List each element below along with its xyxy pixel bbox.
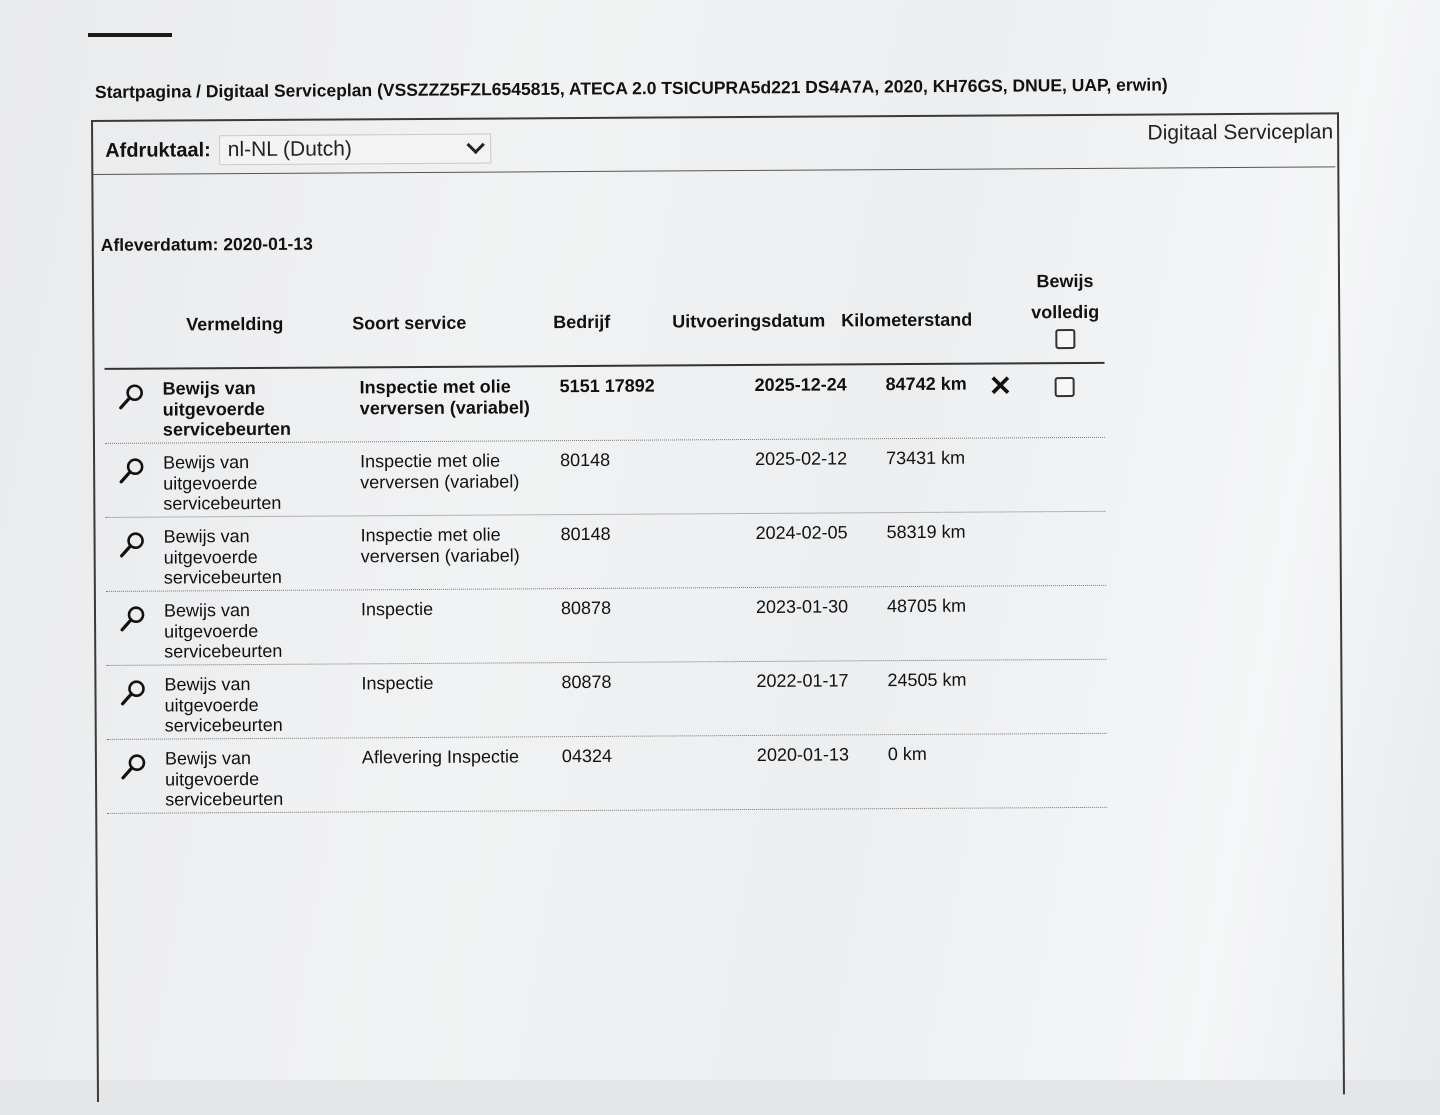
execution-date-cell: 2022-01-17 <box>756 670 849 691</box>
table-header <box>104 264 1105 370</box>
entry-cell: Bewijs van uitgevoerde servicebeurten <box>164 748 284 810</box>
table-row <box>107 734 1107 814</box>
service-plan-panel <box>91 112 1345 1102</box>
mileage-cell: 58319 km <box>886 521 966 543</box>
header-execution-date: Uitvoeringsdatum <box>672 310 826 332</box>
top-dash-mark <box>88 33 172 37</box>
table-row <box>105 438 1105 518</box>
entry-cell: Bewijs van uitgevoerde servicebeurten <box>164 674 283 736</box>
service-history-table <box>104 264 1107 814</box>
proof-complete-checkbox[interactable] <box>1055 377 1075 397</box>
entry-cell: Bewijs van uitgevoerde servicebeurten <box>163 452 282 514</box>
mileage-cell: 84742 km <box>885 373 967 395</box>
header-entry: Vermelding <box>186 313 284 335</box>
print-language-control <box>105 134 491 166</box>
magnifier-icon[interactable] <box>117 382 147 412</box>
panel-content <box>93 166 1341 1115</box>
mileage-cell: 48705 km <box>886 595 967 617</box>
proof-complete-cell <box>1055 377 1075 402</box>
mileage-cell: 73431 km <box>886 447 966 469</box>
close-icon[interactable]: ✕ <box>988 370 1013 402</box>
header-proof-complete <box>1026 266 1105 359</box>
service-type-cell: Inspectie <box>361 672 434 694</box>
execution-date-cell: 2025-02-12 <box>755 448 848 469</box>
entry-cell: Bewijs van uitgevoerde servicebeurten <box>162 377 292 440</box>
breadcrumb[interactable]: Startpagina / Digitaal Serviceplan (VSSZZZ5FZL6545815, ATECA 2.0 TSICUPRA5d221 DS4A7A, 2020, KH76GS, DNUE, UAP, erwin) <box>94 74 1168 102</box>
chevron-down-icon <box>466 135 484 153</box>
execution-date-cell: 2020-01-13 <box>756 744 850 765</box>
entry-cell: Bewijs van uitgevoerde servicebeurten <box>163 526 282 588</box>
table-row <box>105 512 1105 592</box>
magnifier-icon[interactable] <box>117 456 147 486</box>
header-service-type: Soort service <box>352 312 467 334</box>
print-language-label: Afdruktaal: <box>105 138 211 162</box>
execution-date-cell: 2024-02-05 <box>755 522 848 543</box>
service-type-cell: Inspectie met olie verversen (variabel) <box>360 450 520 492</box>
select-all-checkbox[interactable] <box>1055 329 1075 349</box>
header-company: Bedrijf <box>553 311 611 333</box>
service-type-cell: Inspectie met olie verversen (variabel) <box>359 376 530 418</box>
panel-title: Digitaal Serviceplan <box>1147 120 1334 145</box>
table-row <box>105 364 1105 444</box>
header-proof-line2: volledig <box>1031 301 1100 323</box>
table-row <box>106 586 1106 666</box>
execution-date-cell: 2025-12-24 <box>754 374 847 395</box>
table-row <box>106 660 1106 740</box>
company-cell: 80148 <box>560 523 611 545</box>
company-cell: 80148 <box>560 449 611 471</box>
delivery-date: Afleverdatum: 2020-01-13 <box>100 233 313 255</box>
company-cell: 80878 <box>560 597 612 619</box>
service-type-cell: Inspectie met olie verversen (variabel) <box>360 524 520 566</box>
service-type-cell: Aflevering Inspectie <box>361 746 520 768</box>
company-cell: 80878 <box>561 671 612 693</box>
magnifier-icon[interactable] <box>118 678 148 708</box>
header-mileage: Kilometerstand <box>841 309 973 331</box>
magnifier-icon[interactable] <box>118 530 148 560</box>
company-cell: 04324 <box>561 745 613 767</box>
print-language-value: nl-NL (Dutch) <box>227 137 352 162</box>
mileage-cell: 0 km <box>887 743 927 765</box>
company-cell: 5151 17892 <box>559 375 655 397</box>
mileage-cell: 24505 km <box>887 669 967 691</box>
magnifier-icon[interactable] <box>118 604 148 634</box>
entry-cell: Bewijs van uitgevoerde servicebeurten <box>163 600 283 662</box>
execution-date-cell: 2023-01-30 <box>755 596 849 617</box>
service-type-cell: Inspectie <box>360 598 434 620</box>
header-proof-line1: Bewijs <box>1036 270 1094 292</box>
magnifier-icon[interactable] <box>119 752 149 782</box>
print-language-select[interactable] <box>219 134 491 166</box>
